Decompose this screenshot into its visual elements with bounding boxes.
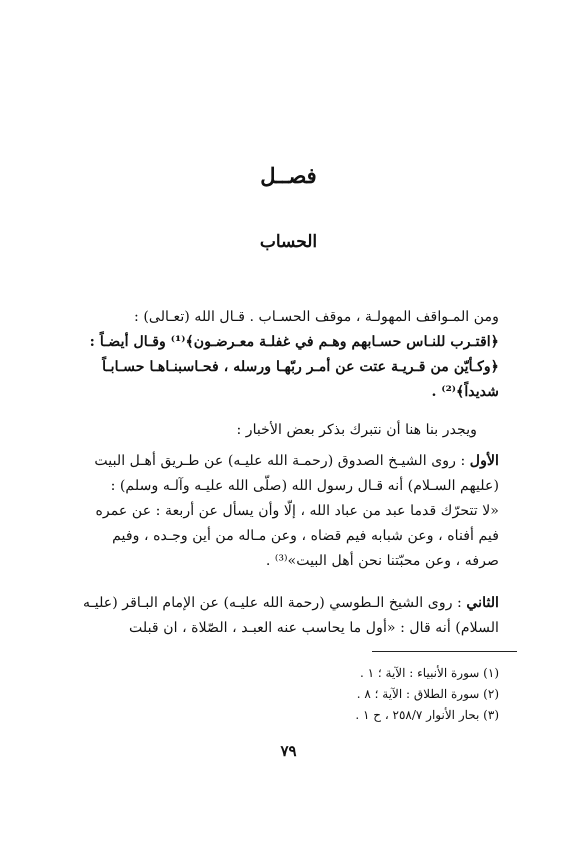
text-line: «لا تتحرّك قدما عبد من عباد الله ، إلّا وأن يسأل عن أربعة : عن عمره (95, 503, 499, 519)
text-line: السلام) أنه قال : «أول ما يحاسب عنه العبـد ، الصّلاة ، ان قبلت (129, 620, 499, 636)
quran-verse-line: شديداً﴾⁽²⁾ . (431, 384, 499, 400)
footnote: (٢) سورة الطلاق : الآية ؛ ٨ . (356, 687, 499, 701)
text-line: (عليهم السـلام) أنه قـال رسول الله (صلّى الله عليـه وآلـه وسلم) : (110, 478, 499, 494)
text-line: فيم أفناه ، وعن شبابه فيم قضاه ، وعن مـاله من أين وجـده ، وفيم (112, 528, 499, 544)
section-heading: فصــل (260, 163, 317, 188)
footnote-divider (372, 651, 517, 652)
chapter-title: الحساب (259, 232, 318, 252)
text-line: صرفه ، وعن محبّتنا نحن أهل البيت»⁽³⁾ . (265, 553, 499, 569)
footnote: (٣) بحار الأنوار ٢٥٨/٧ ، ح ١ . (355, 708, 499, 722)
first-narration-line (59, 451, 499, 471)
second-text: : روى الشيخ الـطوسي (رحمة الله عليـه) عن الإمام البـاقر (عليـه (83, 595, 467, 611)
text-line: ويجدر بنا هنا أن نتبرك بذكر بعض الأخبار : (236, 422, 477, 438)
second-label: الثاني (466, 595, 499, 611)
page-number: ٧٩ (280, 742, 297, 760)
first-text: : روى الشيـخ الصدوق (رحمـة الله عليـه) عن طـريق أهـل البيت (94, 453, 470, 469)
footnote: (١) سورة الأنبياء : الآية ؛ ١ . (359, 666, 499, 680)
quran-verse-line: ﴿وكـأيّن من قـريـة عتت عن أمـر ربّهـا ورسله ، فحـاسبنـاهـا حسـابـاً (102, 359, 499, 375)
first-label: الأول (469, 453, 499, 469)
text-line: ومن المـواقف المهولـة ، موقف الحسـاب . قـال الله (تعـالى) : (134, 309, 499, 325)
quran-verse-line: ﴿اقتـرب للنـاس حسـابهم وهـم في غفلـة معـرضـون﴾⁽¹⁾ وقـال أيضـاً : (89, 334, 499, 350)
second-narration-line (59, 593, 499, 613)
